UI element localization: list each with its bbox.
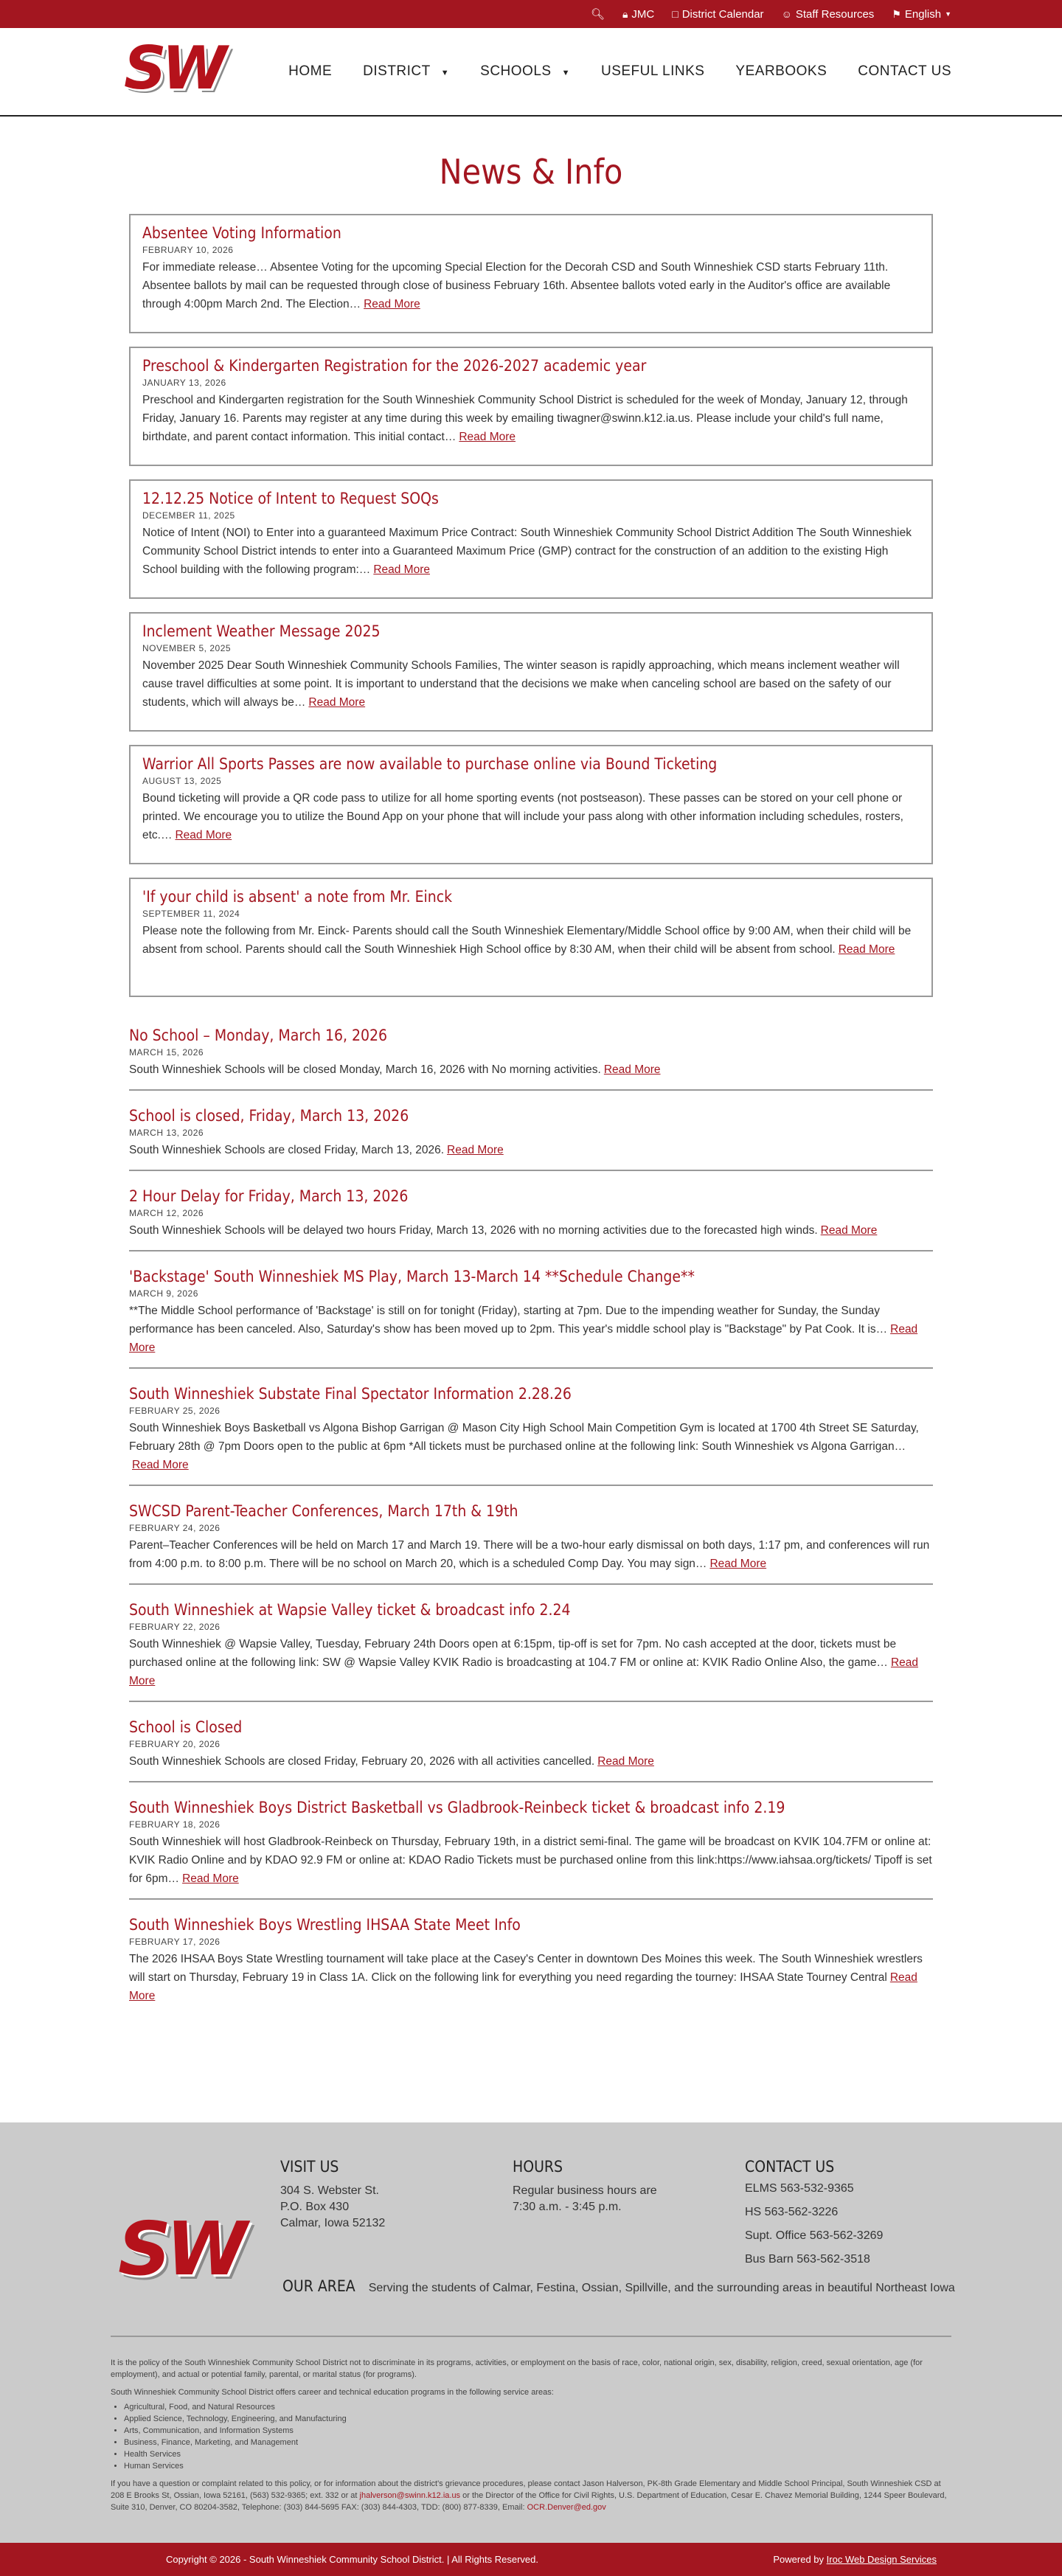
- site-footer: [0, 2122, 1062, 2543]
- nav-home-label: HOME: [288, 63, 333, 79]
- post-title[interactable]: South Winneshiek Substate Final Spectator Information 2.28.26: [129, 1385, 572, 1403]
- caret-down-icon: ▼: [440, 69, 450, 77]
- visit-us-heading: VISIT US: [280, 2158, 339, 2176]
- post-excerpt: [142, 391, 920, 446]
- read-more-link[interactable]: Read More: [603, 1063, 661, 1076]
- post-date: FEBRUARY 17, 2026: [129, 1937, 221, 1947]
- list-item: [129, 1916, 933, 2016]
- email-link[interactable]: jhalverson@swinn.k12.ia.us: [359, 2491, 461, 2500]
- contact-section: [745, 2158, 977, 2271]
- excerpt-text: South Winneshiek Schools will be delayed two hours Friday, March 13, 2026 with no morning activities due to the forecasted high winds.: [129, 1224, 818, 1237]
- post-title[interactable]: Preschool & Kindergarten Registration for the 2026-2027 academic year: [142, 357, 647, 375]
- visit-us-section: [280, 2158, 513, 2271]
- post-excerpt: [142, 258, 920, 313]
- excerpt-text: South Winneshiek Schools are closed Friday, March 13, 2026.: [129, 1144, 445, 1156]
- nav-yearbooks-label: YEARBOOKS: [735, 63, 827, 79]
- excerpt-text: Parent–Teacher Conferences will be held on March 17 and March 19. There will be a two-hour early dismissal on both days, 1:17 pm, and conferences will run from 4:00 p.m. to 8:00 p.m. There will be no school on March 20, which is a scheduled Comp Day. You may sign…: [129, 1539, 930, 1570]
- caret-down-icon: ▼: [561, 69, 570, 77]
- lock-icon: 🔒︎: [622, 7, 628, 20]
- nav-contact-us[interactable]: [858, 63, 951, 80]
- list-item: • Human Services: [124, 2460, 951, 2472]
- post-excerpt: [129, 1419, 933, 1474]
- excerpt-text: Preschool and Kindergarten registration for the South Winneshiek Community School District is scheduled for the week of Monday, January 12, through Friday, January 16. Parents may register at any time during this week by emailing tiwagner@swinn.k12.ia.us. Please include your child's full name, birthdate, and parent contact information. This initial contact…: [142, 394, 908, 443]
- post-excerpt: [142, 789, 920, 844]
- hours-heading: HOURS: [513, 2158, 563, 2176]
- post-excerpt: [129, 1141, 933, 1159]
- post-date: DECEMBER 11, 2025: [142, 510, 235, 521]
- email-link[interactable]: OCR.Denver@ed.gov: [527, 2503, 606, 2512]
- post-excerpt: [129, 1635, 933, 1690]
- site-logo[interactable]: [118, 33, 240, 107]
- post-date: MARCH 15, 2026: [129, 1047, 204, 1058]
- logo-text: SW: [118, 2206, 243, 2292]
- featured-post: [129, 612, 933, 732]
- post-excerpt: [142, 524, 920, 579]
- post-title[interactable]: School is Closed: [129, 1718, 243, 1736]
- post-title[interactable]: 2 Hour Delay for Friday, March 13, 2026: [129, 1187, 409, 1205]
- address-line: Calmar, Iowa 52132: [280, 2217, 386, 2229]
- copyright-text: Copyright © 2026 - South Winneshiek Community School District. | All Rights Reserved.: [166, 2554, 538, 2565]
- read-more-link[interactable]: Read More: [459, 431, 516, 443]
- list-item: [129, 1268, 933, 1369]
- list-item: • Health Services: [124, 2448, 951, 2460]
- list-item: [129, 1027, 933, 1091]
- post-title[interactable]: School is closed, Friday, March 13, 2026: [129, 1107, 409, 1125]
- calendar-label: District Calendar: [681, 7, 764, 21]
- post-date: NOVEMBER 5, 2025: [142, 643, 232, 653]
- our-area-section: [282, 2277, 955, 2296]
- list-item: [129, 1601, 933, 1702]
- post-title[interactable]: SWCSD Parent-Teacher Conferences, March 17th & 19th: [129, 1502, 518, 1520]
- post-excerpt: [142, 656, 920, 712]
- powered-by-link[interactable]: Iroc Web Design Services: [826, 2554, 937, 2565]
- featured-post: [129, 347, 933, 466]
- contact-heading: CONTACT US: [745, 2158, 835, 2176]
- read-more-link[interactable]: Read More: [182, 1872, 239, 1885]
- powered-by-label: Powered by: [773, 2554, 825, 2565]
- read-more-link[interactable]: Read More: [364, 298, 420, 310]
- excerpt-text: South Winneshiek Schools will be closed Monday, March 16, 2026 with No morning activities.: [129, 1063, 601, 1076]
- powered-by: [773, 2554, 937, 2565]
- excerpt-text: November 2025 Dear South Winneshiek Community Schools Families, The winter season is rapidly approaching, which means inclement weather will cause travel difficulties at some point. It is important to understand that the decisions we make when canceling school are based on the safety of our students, which will always be…: [142, 659, 900, 709]
- list-item: [129, 1718, 933, 1782]
- page-title: News & Info: [439, 152, 623, 192]
- contact-line: ELMS 563-532-9365: [745, 2182, 854, 2195]
- list-item: [129, 1799, 933, 1900]
- excerpt-text: South Winneshiek @ Wapsie Valley, Tuesday, February 24th Doors open at 6:15pm, tip-off is set for 7pm. No cash accepted at the door, tickets must be purchased online at the following link: SW @ Wapsie Valley KVIK Radio is broadcasting at 104.7 FM or online at: KVIK Radio Online Also, the game…: [129, 1638, 897, 1669]
- post-title[interactable]: South Winneshiek at Wapsie Valley ticket & broadcast info 2.24: [129, 1601, 571, 1619]
- featured-post: [129, 878, 933, 997]
- our-area-text: Serving the students of Calmar, Festina, Ossian, Spillville, and the surrounding areas in beautiful Northeast Iowa: [368, 2282, 955, 2294]
- list-item: [129, 1107, 933, 1171]
- post-title[interactable]: No School – Monday, March 16, 2026: [129, 1027, 388, 1044]
- read-more-link[interactable]: Read More: [132, 1459, 189, 1471]
- post-excerpt: [129, 1302, 933, 1357]
- nav-schools-label: SCHOOLS: [480, 63, 552, 79]
- excerpt-text: For immediate release… Absentee Voting for the upcoming Special Election for the Decorah CSD and South Winneshiek CSD starts February 11th. Absentee ballots by mail can be requested through close of business February 16th. Absentee ballots voted early in the Auditor's office are available through 4:00pm March 2nd. The Election…: [142, 261, 891, 310]
- address-line: P.O. Box 430: [280, 2201, 350, 2213]
- list-item: • Arts, Communication, and Information Systems: [124, 2425, 951, 2437]
- post-date: JANUARY 13, 2026: [142, 378, 226, 388]
- post-excerpt: [129, 1752, 933, 1771]
- footer-logo[interactable]: [111, 2158, 280, 2292]
- post-date: FEBRUARY 25, 2026: [129, 1406, 221, 1416]
- legal-paragraph: It is the policy of the South Winneshiek Community School District not to discriminate in its programs, activities, or employment on the basis of race, color, national origin, sex, disability, religion, creed, sexual orientation, age (for employment), and actual or potential family, parental, or marital status (for programs).: [111, 2358, 923, 2379]
- news-list: [129, 1027, 933, 2016]
- service-areas-list: [124, 2401, 951, 2472]
- jmc-link[interactable]: [622, 8, 654, 21]
- post-title[interactable]: 12.12.25 Notice of Intent to Request SOQs: [142, 490, 439, 507]
- contact-line: HS 563-562-3226: [745, 2206, 839, 2218]
- hours-line: 7:30 a.m. - 3:45 p.m.: [513, 2201, 622, 2213]
- excerpt-text: Bound ticketing will provide a QR code pass to utilize for all home sporting events (not postseason). These passes can be stored on your cell phone or printed. We encourage you to utilize the Bound App on your phone that will include your pass along with other information including schedules, rosters, etc.…: [142, 792, 903, 841]
- post-excerpt: [129, 1950, 933, 2005]
- contact-line: Bus Barn 563-562-3518: [745, 2253, 870, 2266]
- contact-line: Supt. Office 563-562-3269: [745, 2229, 884, 2242]
- read-more-link[interactable]: Read More: [308, 696, 366, 709]
- post-date: FEBRUARY 18, 2026: [129, 1819, 221, 1830]
- post-excerpt: [129, 1060, 933, 1079]
- read-more-link[interactable]: Read More: [447, 1144, 504, 1156]
- nav-useful-links[interactable]: [601, 63, 704, 80]
- search-icon[interactable]: 🔍︎: [590, 8, 605, 21]
- post-title[interactable]: South Winneshiek Boys Wrestling IHSAA State Meet Info: [129, 1916, 521, 1934]
- excerpt-text: Notice of Intent (NOI) to Enter into a guaranteed Maximum Price Contract: South Winneshiek Community School District Addition The South Winneshiek Community School District intends to enter into a Guaranteed Maximum Price (GMP) contract for the construction of an addition to the existing High School building with the following program:…: [142, 527, 912, 576]
- jmc-label: JMC: [631, 7, 655, 21]
- nav-contact-us-label: CONTACT US: [858, 63, 951, 79]
- post-date: FEBRUARY 22, 2026: [129, 1622, 221, 1632]
- post-excerpt: [142, 922, 920, 959]
- featured-posts: [129, 214, 933, 997]
- post-date: FEBRUARY 10, 2026: [142, 245, 234, 255]
- nav-useful-links-label: USEFUL LINKS: [600, 63, 705, 79]
- list-item: • Agricultural, Food, and Natural Resources: [124, 2401, 951, 2413]
- list-item: [129, 1187, 933, 1251]
- language-label: English: [904, 7, 942, 21]
- excerpt-text: **The Middle School performance of 'Backstage' is still on for tonight (Friday), starting at 7pm. Due to the impending weather for Sunday, the Sunday performance has been canceled. Also, Saturday's show has been moved up to 2pm. This year's middle school play is "Backstage" by Pat Cook. It is…: [129, 1305, 888, 1336]
- featured-post: [129, 214, 933, 333]
- nav-yearbooks[interactable]: [735, 63, 827, 80]
- us-flag-icon: ⚑: [892, 7, 901, 20]
- excerpt-text: Please note the following from Mr. Einck- Parents should call the South Winneshiek Elementary/Middle School office by 9:00 AM, when their child will be absent from school. Parents should call the South Winneshiek High School office by 8:30 AM, when their child will be absent from school.: [142, 925, 912, 956]
- featured-post: [129, 479, 933, 599]
- read-more-link[interactable]: Read More: [373, 563, 430, 576]
- post-excerpt: [129, 1536, 933, 1573]
- post-date: MARCH 9, 2026: [129, 1288, 198, 1299]
- post-title[interactable]: 'If your child is absent' a note from Mr. Einck: [142, 888, 453, 906]
- post-title[interactable]: 'Backstage' South Winneshiek MS Play, March 13-March 14 **Schedule Change**: [129, 1268, 695, 1285]
- legal-text: or the Director of the Office for Civil Rights, U.S. Department of Education, Cesar E. Chavez Memorial Building, 1244 Speer Boulevard, Suite 310, Denver, CO 80204-3582, Telephone: (303) 844-5695 FAX: (303) 844-4303, TDD: (800) 877-8339, Email:: [111, 2491, 947, 2512]
- read-more-link[interactable]: Read More: [820, 1224, 878, 1237]
- post-date: MARCH 13, 2026: [129, 1128, 204, 1138]
- excerpt-text: South Winneshiek will host Gladbrook-Reinbeck on Thursday, February 19th, in a district semi-final. The game will be broadcast on KVIK 104.7FM or online at: KVIK Radio Online and by KDAO 92.9 FM or online at: KDAO Radio Tickets must be purchased online from this link:https://www.iahsaa.org/tickets/ Tipoff is set for 6pm…: [129, 1836, 932, 1885]
- district-calendar-link[interactable]: [672, 8, 763, 21]
- list-item: • Applied Science, Technology, Engineering, and Manufacturing: [124, 2413, 951, 2425]
- calendar-icon: □: [672, 8, 678, 20]
- main-nav: [288, 63, 951, 80]
- hours-section: [513, 2158, 745, 2271]
- legal-notice: [111, 2357, 951, 2513]
- post-date: AUGUST 13, 2025: [142, 776, 222, 786]
- footer-divider: [111, 2336, 951, 2337]
- post-date: SEPTEMBER 11, 2024: [142, 909, 240, 919]
- list-item: [129, 1385, 933, 1486]
- caret-down-icon: ▼: [945, 10, 951, 18]
- logo-text: SW: [124, 33, 223, 103]
- staff-label: Staff Resources: [795, 7, 875, 21]
- legal-paragraph: South Winneshiek Community School District offers career and technical education programs in the following service areas:: [111, 2388, 554, 2397]
- hours-line: Regular business hours are: [513, 2184, 657, 2197]
- read-more-link[interactable]: Read More: [129, 1323, 918, 1354]
- read-more-link[interactable]: Read More: [838, 943, 895, 956]
- post-title[interactable]: Warrior All Sports Passes are now available to purchase online via Bound Ticketing: [142, 755, 718, 773]
- address-line: 304 S. Webster St.: [280, 2184, 379, 2197]
- list-item: [129, 1502, 933, 1585]
- featured-post: [129, 745, 933, 864]
- staff-resources-link[interactable]: [782, 8, 875, 21]
- post-date: FEBRUARY 24, 2026: [129, 1523, 221, 1533]
- copyright-bar: [0, 2543, 1062, 2576]
- read-more-link[interactable]: Read More: [129, 1971, 917, 2002]
- our-area-heading: OUR AREA: [282, 2277, 355, 2295]
- read-more-link[interactable]: Read More: [597, 1755, 654, 1768]
- list-item: • Business, Finance, Marketing, and Management: [124, 2437, 951, 2448]
- legal-paragraph: [111, 2478, 951, 2513]
- user-icon: ☺: [781, 8, 792, 20]
- post-title[interactable]: South Winneshiek Boys District Basketball vs Gladbrook-Reinbeck ticket & broadcast info 2.19: [129, 1799, 785, 1816]
- post-excerpt: [129, 1221, 933, 1240]
- nav-district-label: DISTRICT: [363, 63, 431, 79]
- post-excerpt: [129, 1833, 933, 1888]
- nav-home[interactable]: [288, 63, 332, 80]
- nav-schools[interactable]: [480, 63, 570, 80]
- utility-bar: [0, 0, 1062, 28]
- read-more-link[interactable]: Read More: [129, 1656, 918, 1687]
- site-header: [0, 28, 1062, 117]
- excerpt-text: The 2026 IHSAA Boys State Wrestling tournament will take place at the Casey's Center in downtown Des Moines this week. The South Winneshiek wrestlers will start on Thursday, February 19 in Class 1A. Click on the following link for everything you need regarding the tourney: IHSAA State Tourney Central: [129, 1953, 923, 1984]
- legal-text: If you have a question or complaint related to this policy, or for information about the district's grievance procedures, please contact Jason Halverson, PK-8th Grade Elementary and Middle School Principal, South Winneshiek CSD at 208 E Brooks St, Ossian, Iowa 52161, (563) 532-9365; ext. 332 or at: [111, 2479, 941, 2500]
- nav-district[interactable]: [363, 63, 449, 80]
- post-date: MARCH 12, 2026: [129, 1208, 204, 1218]
- excerpt-text: South Winneshiek Boys Basketball vs Algona Bishop Garrigan @ Mason City High School Main Competition Gym is located at 1700 4th Street SE Saturday, February 28th @ 7pm Doors open to the public at 6pm *All tickets must be purchased online at the following link: South Winneshiek vs Algona Garrigan…: [129, 1422, 919, 1453]
- language-select[interactable]: [892, 8, 951, 21]
- post-title[interactable]: Absentee Voting Information: [142, 224, 341, 242]
- post-date: FEBRUARY 20, 2026: [129, 1739, 221, 1749]
- excerpt-text: South Winneshiek Schools are closed Friday, February 20, 2026 with all activities cancelled.: [129, 1755, 595, 1768]
- read-more-link[interactable]: Read More: [175, 829, 232, 841]
- read-more-link[interactable]: Read More: [709, 1558, 767, 1570]
- post-title[interactable]: Inclement Weather Message 2025: [142, 622, 381, 640]
